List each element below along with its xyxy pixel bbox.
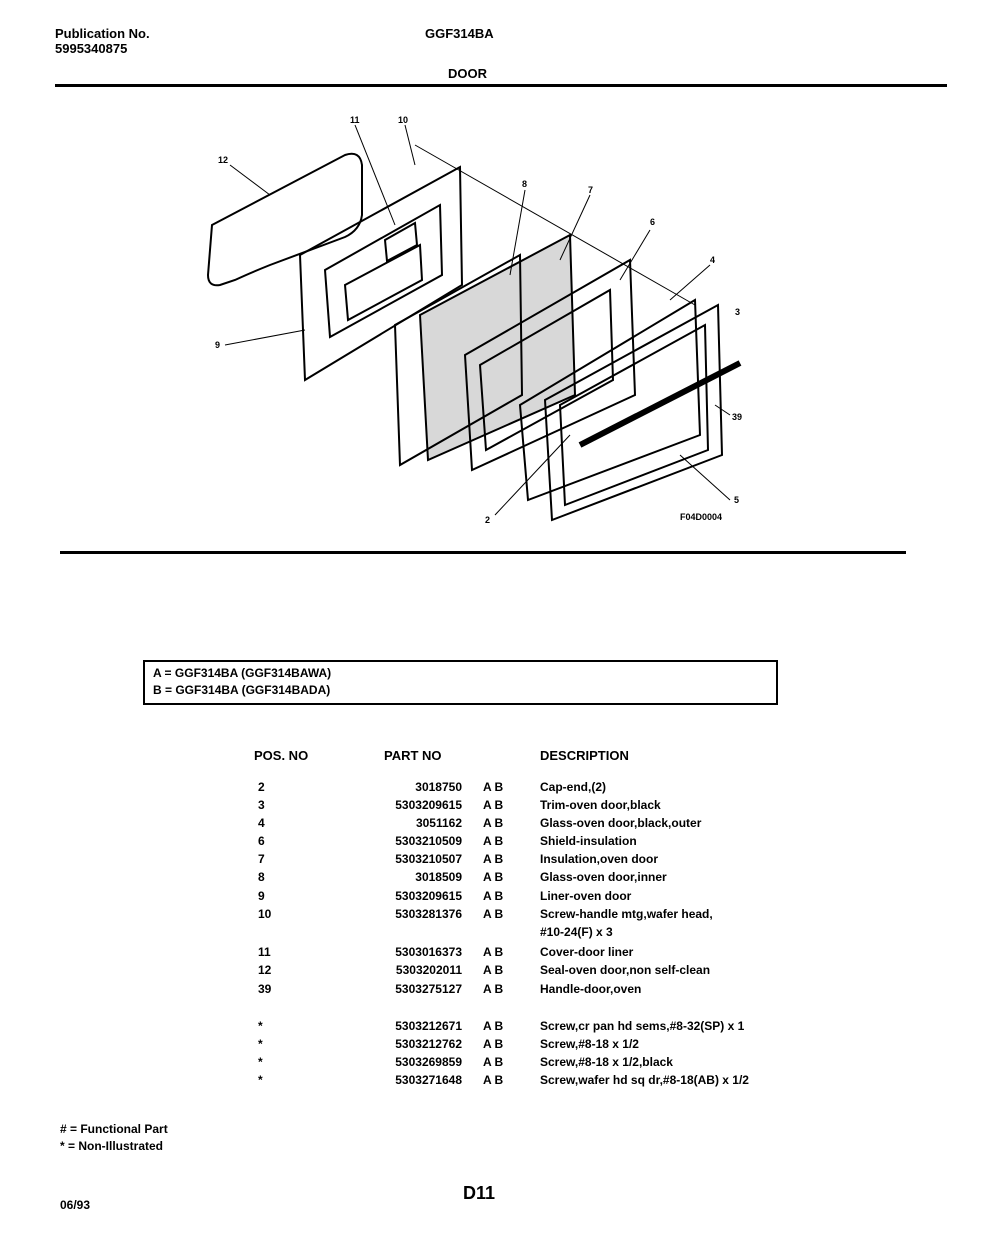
description: Handle-door,oven (540, 982, 642, 996)
model-codes: A B (483, 1073, 504, 1087)
pos-no: 2 (258, 780, 265, 794)
description: Glass-oven door,inner (540, 870, 667, 884)
table-row (0, 850, 1000, 868)
description: #10-24(F) x 3 (540, 925, 613, 939)
model-legend-box (143, 660, 778, 705)
pos-no: 4 (258, 816, 265, 830)
callout-6: 6 (650, 217, 656, 227)
pos-no: 6 (258, 834, 265, 848)
pos-no: * (258, 1055, 263, 1069)
part-no: 5303212762 (395, 1037, 462, 1051)
model-codes: A B (483, 889, 504, 903)
callout-7: 7 (588, 185, 594, 195)
diagram-rule (60, 551, 906, 554)
description: Cap-end,(2) (540, 780, 606, 794)
table-row (0, 778, 1000, 796)
table-row (0, 905, 1000, 923)
exploded-door-diagram (150, 105, 850, 535)
pos-no: 12 (258, 963, 272, 977)
footer-page-number: D11 (463, 1183, 496, 1203)
model-codes: A B (483, 963, 504, 977)
model-codes: A B (483, 907, 504, 921)
callout-3: 3 (735, 307, 741, 317)
description: Liner-oven door (540, 889, 632, 903)
publication-number: 5995340875 (55, 41, 128, 56)
legend-functional: # = Functional Part (60, 1122, 168, 1136)
model-a: A = GGF314BA (GGF314BAWA) (153, 666, 332, 680)
part-no: 5303212671 (395, 1019, 462, 1033)
table-row (0, 1035, 1000, 1053)
part-no: 5303209615 (395, 798, 462, 812)
model-codes: A B (483, 834, 504, 848)
figure-id: F04D0004 (680, 512, 723, 522)
description: Insulation,oven door (540, 852, 659, 866)
part-no: 5303210507 (395, 852, 462, 866)
table-row (0, 814, 1000, 832)
callout-9: 9 (215, 340, 221, 350)
part-no: 5303016373 (395, 945, 462, 959)
model-codes: A B (483, 1019, 504, 1033)
insulation-shape (420, 235, 575, 460)
description: Screw,#8-18 x 1/2 (540, 1037, 639, 1051)
callout-2: 2 (485, 515, 491, 525)
model-codes: A B (483, 1055, 504, 1069)
model-codes: A B (483, 870, 504, 884)
pos-no: 11 (258, 945, 271, 959)
description: Shield-insulation (540, 834, 637, 848)
callout-10: 10 (398, 115, 409, 125)
description: Seal-oven door,non self-clean (540, 963, 711, 977)
model-codes: A B (483, 816, 504, 830)
door-seal-shape (208, 154, 362, 286)
part-no: 5303202011 (395, 963, 462, 977)
table-row (0, 796, 1000, 814)
table-row (0, 961, 1000, 979)
description: Screw,#8-18 x 1/2,black (540, 1055, 673, 1069)
table-row (0, 943, 1000, 961)
header-rule (55, 84, 947, 87)
model-codes: A B (483, 780, 504, 794)
callout-8: 8 (522, 179, 528, 189)
description: Screw-handle mtg,wafer head, (540, 907, 713, 921)
part-no: 5303210509 (395, 834, 462, 848)
header-part-no: PART NO (384, 748, 442, 763)
description: Cover-door liner (540, 945, 634, 959)
table-row (0, 832, 1000, 850)
description: Glass-oven door,black,outer (540, 816, 702, 830)
part-no: 5303271648 (395, 1073, 462, 1087)
callout-11: 11 (350, 115, 360, 125)
model-codes: A B (483, 982, 504, 996)
part-no: 3018750 (415, 780, 462, 794)
part-no: 5303275127 (395, 982, 462, 996)
part-no: 5303281376 (395, 907, 462, 921)
model-codes: A B (483, 798, 504, 812)
table-row (0, 887, 1000, 905)
pos-no: 9 (258, 889, 265, 903)
header-pos-no: POS. NO (254, 748, 309, 763)
pos-no: * (258, 1073, 263, 1087)
door-handle-shape (580, 363, 743, 445)
model-b: B = GGF314BA (GGF314BADA) (153, 683, 331, 697)
part-no: 3051162 (415, 816, 462, 830)
description: Trim-oven door,black (540, 798, 661, 812)
pos-no: 39 (258, 982, 272, 996)
pos-no: 10 (258, 907, 272, 921)
part-no: 5303209615 (395, 889, 462, 903)
publication-label: Publication No. (55, 26, 150, 41)
callout-5: 5 (734, 495, 740, 505)
callout-39: 39 (732, 412, 743, 422)
part-no: 3018509 (415, 870, 462, 884)
pos-no: 3 (258, 798, 265, 812)
pos-no: 8 (258, 870, 265, 884)
model-codes: A B (483, 945, 504, 959)
table-row (0, 1053, 1000, 1071)
section-title: DOOR (448, 66, 487, 81)
model-title: GGF314BA (425, 26, 494, 41)
table-row (0, 923, 1000, 941)
part-no: 5303269859 (395, 1055, 462, 1069)
model-codes: A B (483, 852, 504, 866)
table-row (0, 868, 1000, 886)
table-row (0, 980, 1000, 998)
footer-date: 06/93 (60, 1198, 91, 1212)
description: Screw,cr pan hd sems,#8-32(SP) x 1 (540, 1019, 745, 1033)
description: Screw,wafer hd sq dr,#8-18(AB) x 1/2 (540, 1073, 749, 1087)
model-codes: A B (483, 1037, 504, 1051)
table-row (0, 1017, 1000, 1035)
pos-no: * (258, 1019, 263, 1033)
callout-4: 4 (710, 255, 716, 265)
header-description: DESCRIPTION (540, 748, 629, 763)
table-row (0, 1071, 1000, 1089)
legend-non-illustrated: * = Non-Illustrated (60, 1139, 164, 1153)
pos-no: 7 (258, 852, 265, 866)
callout-12: 12 (218, 155, 229, 165)
pos-no: * (258, 1037, 263, 1051)
